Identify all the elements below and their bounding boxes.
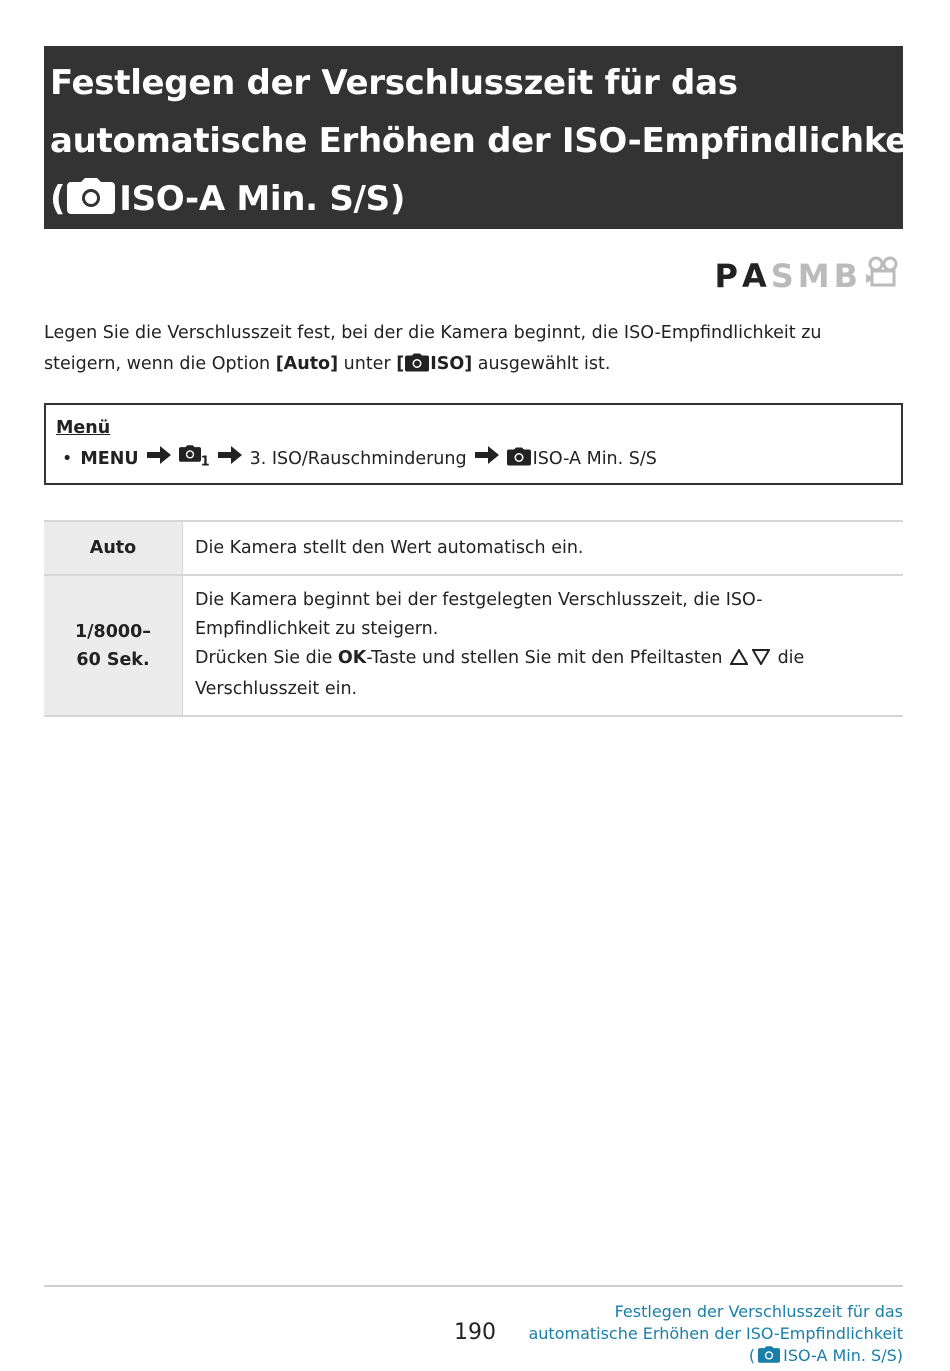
arrow-up-icon xyxy=(730,646,748,675)
menu-step-menu: MENU xyxy=(80,449,139,470)
intro-text-3: ausgewählt ist. xyxy=(472,354,611,374)
arrow-right-icon xyxy=(147,444,171,474)
footer-divider xyxy=(44,1285,903,1287)
range-desc-2 xyxy=(195,644,891,704)
movie-camera-icon xyxy=(866,256,900,296)
menu-step-camera1 xyxy=(179,441,210,478)
title-paren-open: ( xyxy=(50,179,66,219)
menu-path-box xyxy=(44,403,903,485)
intro-text-1: Legen Sie die Verschlusszeit fest, bei der die Kamera beginnt, die ISO-Empfindlichkeit zu steigern, wenn die Option xyxy=(44,323,822,374)
settings-table xyxy=(44,520,903,717)
table-value-range xyxy=(183,576,903,715)
title-line-2: automatische Erhöhen der ISO-Empfindlichkeit xyxy=(50,121,936,161)
mode-b: B xyxy=(833,257,858,295)
iso-label: ISO] xyxy=(430,354,473,374)
range-line-1: 1/8000– xyxy=(74,621,152,642)
intro-text-2: unter xyxy=(338,354,397,374)
table-value-auto: Die Kamera stellt den Wert automatisch ein. xyxy=(195,537,584,558)
table-key-auto: Auto xyxy=(44,522,183,574)
camera-icon xyxy=(67,174,115,232)
footer-link-line-2[interactable]: automatische Erhöhen der ISO-Empfindlichkeit xyxy=(528,1324,903,1343)
arrow-right-icon xyxy=(218,444,242,474)
camera-icon xyxy=(758,1346,780,1365)
shooting-modes xyxy=(715,256,901,296)
menu-step-iso-a: ISO-A Min. S/S xyxy=(532,449,657,470)
intro-paragraph xyxy=(44,318,904,383)
title-line-1: Festlegen der Verschlusszeit für das xyxy=(50,63,738,103)
mode-s: S xyxy=(770,257,794,295)
range-line-2: 60 Sek. xyxy=(76,649,150,670)
mode-m: M xyxy=(797,257,830,295)
auto-option-label: [Auto] xyxy=(275,354,339,374)
footer-section-link[interactable] xyxy=(528,1301,903,1367)
title-line-3 xyxy=(50,170,897,232)
menu-path xyxy=(56,441,891,478)
range-desc-2c: die Verschlusszeit ein. xyxy=(195,648,805,699)
footer-link-rest: ISO-A Min. S/S) xyxy=(783,1346,903,1365)
arrow-right-icon xyxy=(475,444,499,474)
range-desc-2a: Drücken Sie die xyxy=(195,648,338,668)
footer-paren-open: ( xyxy=(748,1346,756,1365)
bullet: • xyxy=(62,449,73,470)
iso-bracket: [ xyxy=(396,354,405,374)
page-title xyxy=(44,46,936,229)
range-desc-2b: -Taste und stellen Sie mit den Pfeiltasten xyxy=(366,648,728,668)
table-row xyxy=(44,522,903,576)
mode-a: A xyxy=(741,257,767,295)
ok-button-label: OK xyxy=(337,648,367,668)
table-row xyxy=(44,576,903,717)
page-number: 190 xyxy=(454,1320,496,1345)
mode-p: P xyxy=(714,257,738,295)
camera-menu-number: 1 xyxy=(200,454,210,470)
menu-step-iso-noise: 3. ISO/Rauschminderung xyxy=(249,449,467,470)
camera-icon xyxy=(405,352,429,383)
title-rest: ISO-A Min. S/S) xyxy=(119,179,406,219)
range-desc-1: Die Kamera beginnt bei der festgelegten Verschlusszeit, die ISO-Empfindlichkeit zu steigern. xyxy=(195,590,763,639)
table-key-range xyxy=(44,576,183,715)
menu-title: Menü xyxy=(56,418,111,438)
arrow-down-icon xyxy=(752,646,770,675)
footer-link-line-3[interactable] xyxy=(528,1345,903,1367)
camera-icon xyxy=(507,444,531,474)
footer-link-line-1[interactable]: Festlegen der Verschlusszeit für das xyxy=(614,1302,903,1321)
